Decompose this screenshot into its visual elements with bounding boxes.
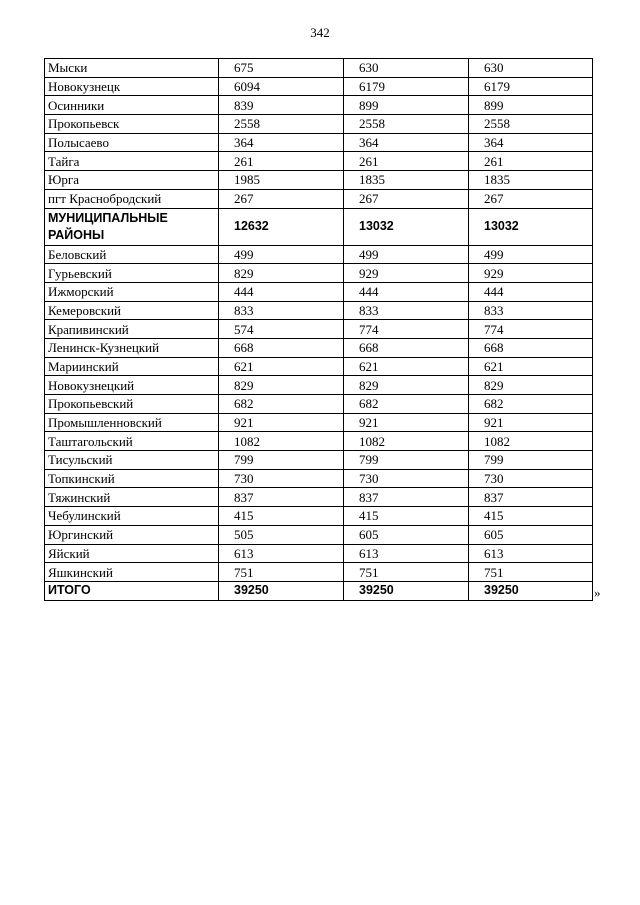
section-header-row bbox=[45, 208, 593, 245]
row-value-2: 833 bbox=[344, 301, 469, 320]
row-value-1: 839 bbox=[219, 96, 344, 115]
row-value-2: 751 bbox=[344, 563, 469, 582]
row-value-1: 444 bbox=[219, 282, 344, 301]
row-value-1: 12632 bbox=[219, 208, 344, 245]
row-value-3: 929 bbox=[469, 264, 593, 283]
row-value-2: 899 bbox=[344, 96, 469, 115]
table-row bbox=[45, 357, 593, 376]
table-row bbox=[45, 544, 593, 563]
table-row bbox=[45, 96, 593, 115]
row-value-3: 668 bbox=[469, 338, 593, 357]
table-row bbox=[45, 432, 593, 451]
table-row bbox=[45, 320, 593, 339]
row-value-1: 829 bbox=[219, 376, 344, 395]
row-name: МУНИЦИПАЛЬНЫЕ РАЙОНЫ bbox=[45, 208, 219, 245]
row-value-1: 499 bbox=[219, 245, 344, 264]
row-value-3: 364 bbox=[469, 133, 593, 152]
table-row bbox=[45, 152, 593, 171]
row-name: Крапивинский bbox=[45, 320, 219, 339]
table-row bbox=[45, 115, 593, 134]
table-row bbox=[45, 282, 593, 301]
row-value-3: 774 bbox=[469, 320, 593, 339]
row-value-3: 499 bbox=[469, 245, 593, 264]
row-name: Юрга bbox=[45, 171, 219, 190]
total-row bbox=[45, 581, 593, 600]
row-name: Новокузнецк bbox=[45, 77, 219, 96]
row-value-1: 364 bbox=[219, 133, 344, 152]
row-value-2: 364 bbox=[344, 133, 469, 152]
row-value-3: 833 bbox=[469, 301, 593, 320]
row-value-1: 833 bbox=[219, 301, 344, 320]
row-value-2: 499 bbox=[344, 245, 469, 264]
row-value-3: 613 bbox=[469, 544, 593, 563]
table-row bbox=[45, 171, 593, 190]
row-value-2: 605 bbox=[344, 525, 469, 544]
table-row bbox=[45, 264, 593, 283]
table-row bbox=[45, 59, 593, 78]
row-value-2: 1082 bbox=[344, 432, 469, 451]
row-name: Новокузнецкий bbox=[45, 376, 219, 395]
row-value-1: 2558 bbox=[219, 115, 344, 134]
row-value-1: 261 bbox=[219, 152, 344, 171]
table-row bbox=[45, 525, 593, 544]
row-value-1: 751 bbox=[219, 563, 344, 582]
row-value-1: 415 bbox=[219, 507, 344, 526]
row-name: Гурьевский bbox=[45, 264, 219, 283]
row-value-2: 267 bbox=[344, 189, 469, 208]
row-value-1: 921 bbox=[219, 413, 344, 432]
row-name: Тайга bbox=[45, 152, 219, 171]
row-value-1: 682 bbox=[219, 395, 344, 414]
row-value-1: 829 bbox=[219, 264, 344, 283]
row-value-3: 13032 bbox=[469, 208, 593, 245]
row-name: Ижморский bbox=[45, 282, 219, 301]
row-value-1: 39250 bbox=[219, 581, 344, 600]
table-row bbox=[45, 245, 593, 264]
row-value-3: 751 bbox=[469, 563, 593, 582]
table-row bbox=[45, 189, 593, 208]
row-value-3: 630 bbox=[469, 59, 593, 78]
row-value-3: 921 bbox=[469, 413, 593, 432]
row-name: Мыски bbox=[45, 59, 219, 78]
row-value-2: 837 bbox=[344, 488, 469, 507]
row-name: пгт Краснобродский bbox=[45, 189, 219, 208]
row-value-3: 6179 bbox=[469, 77, 593, 96]
row-value-1: 574 bbox=[219, 320, 344, 339]
table-row bbox=[45, 413, 593, 432]
row-value-3: 444 bbox=[469, 282, 593, 301]
row-value-3: 267 bbox=[469, 189, 593, 208]
row-value-3: 829 bbox=[469, 376, 593, 395]
row-value-2: 261 bbox=[344, 152, 469, 171]
row-value-3: 605 bbox=[469, 525, 593, 544]
table-row bbox=[45, 301, 593, 320]
row-value-2: 921 bbox=[344, 413, 469, 432]
row-value-2: 2558 bbox=[344, 115, 469, 134]
row-value-1: 1985 bbox=[219, 171, 344, 190]
row-name: Яшкинский bbox=[45, 563, 219, 582]
row-value-1: 730 bbox=[219, 469, 344, 488]
row-value-2: 613 bbox=[344, 544, 469, 563]
row-value-1: 613 bbox=[219, 544, 344, 563]
row-value-3: 682 bbox=[469, 395, 593, 414]
row-value-3: 1082 bbox=[469, 432, 593, 451]
row-value-1: 621 bbox=[219, 357, 344, 376]
row-value-2: 444 bbox=[344, 282, 469, 301]
row-value-1: 505 bbox=[219, 525, 344, 544]
row-name: Полысаево bbox=[45, 133, 219, 152]
row-value-2: 6179 bbox=[344, 77, 469, 96]
row-name: Чебулинский bbox=[45, 507, 219, 526]
row-value-3: 730 bbox=[469, 469, 593, 488]
row-name: Прокопьевский bbox=[45, 395, 219, 414]
row-name: Мариинский bbox=[45, 357, 219, 376]
row-value-1: 675 bbox=[219, 59, 344, 78]
row-value-1: 1082 bbox=[219, 432, 344, 451]
row-value-3: 415 bbox=[469, 507, 593, 526]
row-name: Тисульский bbox=[45, 451, 219, 470]
row-value-1: 267 bbox=[219, 189, 344, 208]
row-name: Осинники bbox=[45, 96, 219, 115]
row-value-1: 837 bbox=[219, 488, 344, 507]
row-name: ИТОГО bbox=[45, 581, 219, 600]
table-row bbox=[45, 488, 593, 507]
table-row bbox=[45, 395, 593, 414]
row-value-1: 6094 bbox=[219, 77, 344, 96]
row-value-2: 682 bbox=[344, 395, 469, 414]
row-name: Юргинский bbox=[45, 525, 219, 544]
row-value-3: 1835 bbox=[469, 171, 593, 190]
row-value-2: 630 bbox=[344, 59, 469, 78]
row-value-2: 774 bbox=[344, 320, 469, 339]
row-value-3: 799 bbox=[469, 451, 593, 470]
row-name: Промышленновский bbox=[45, 413, 219, 432]
row-value-2: 621 bbox=[344, 357, 469, 376]
row-value-3: 261 bbox=[469, 152, 593, 171]
row-name: Яйский bbox=[45, 544, 219, 563]
row-value-2: 799 bbox=[344, 451, 469, 470]
table-row bbox=[45, 451, 593, 470]
row-value-2: 1835 bbox=[344, 171, 469, 190]
row-value-2: 929 bbox=[344, 264, 469, 283]
closing-quote: » bbox=[594, 585, 601, 600]
table-row bbox=[45, 338, 593, 357]
table-row bbox=[45, 469, 593, 488]
row-value-2: 415 bbox=[344, 507, 469, 526]
row-value-3: 837 bbox=[469, 488, 593, 507]
row-value-3: 621 bbox=[469, 357, 593, 376]
row-value-3: 899 bbox=[469, 96, 593, 115]
table-row bbox=[45, 563, 593, 582]
row-name: Ленинск-Кузнецкий bbox=[45, 338, 219, 357]
table-row bbox=[45, 376, 593, 395]
row-name: Беловский bbox=[45, 245, 219, 264]
row-value-1: 799 bbox=[219, 451, 344, 470]
table-row bbox=[45, 507, 593, 526]
row-value-2: 829 bbox=[344, 376, 469, 395]
table-row bbox=[45, 77, 593, 96]
table-row bbox=[45, 133, 593, 152]
row-name: Прокопьевск bbox=[45, 115, 219, 134]
row-value-2: 730 bbox=[344, 469, 469, 488]
row-value-2: 39250 bbox=[344, 581, 469, 600]
row-name: Таштагольский bbox=[45, 432, 219, 451]
row-name: Тяжинский bbox=[45, 488, 219, 507]
row-value-2: 13032 bbox=[344, 208, 469, 245]
row-value-3: 2558 bbox=[469, 115, 593, 134]
budget-table bbox=[44, 58, 593, 601]
row-name: Топкинский bbox=[45, 469, 219, 488]
row-value-1: 668 bbox=[219, 338, 344, 357]
row-value-3: 39250 bbox=[469, 581, 593, 600]
row-name: Кемеровский bbox=[45, 301, 219, 320]
page-number: 342 bbox=[310, 25, 330, 40]
row-value-2: 668 bbox=[344, 338, 469, 357]
